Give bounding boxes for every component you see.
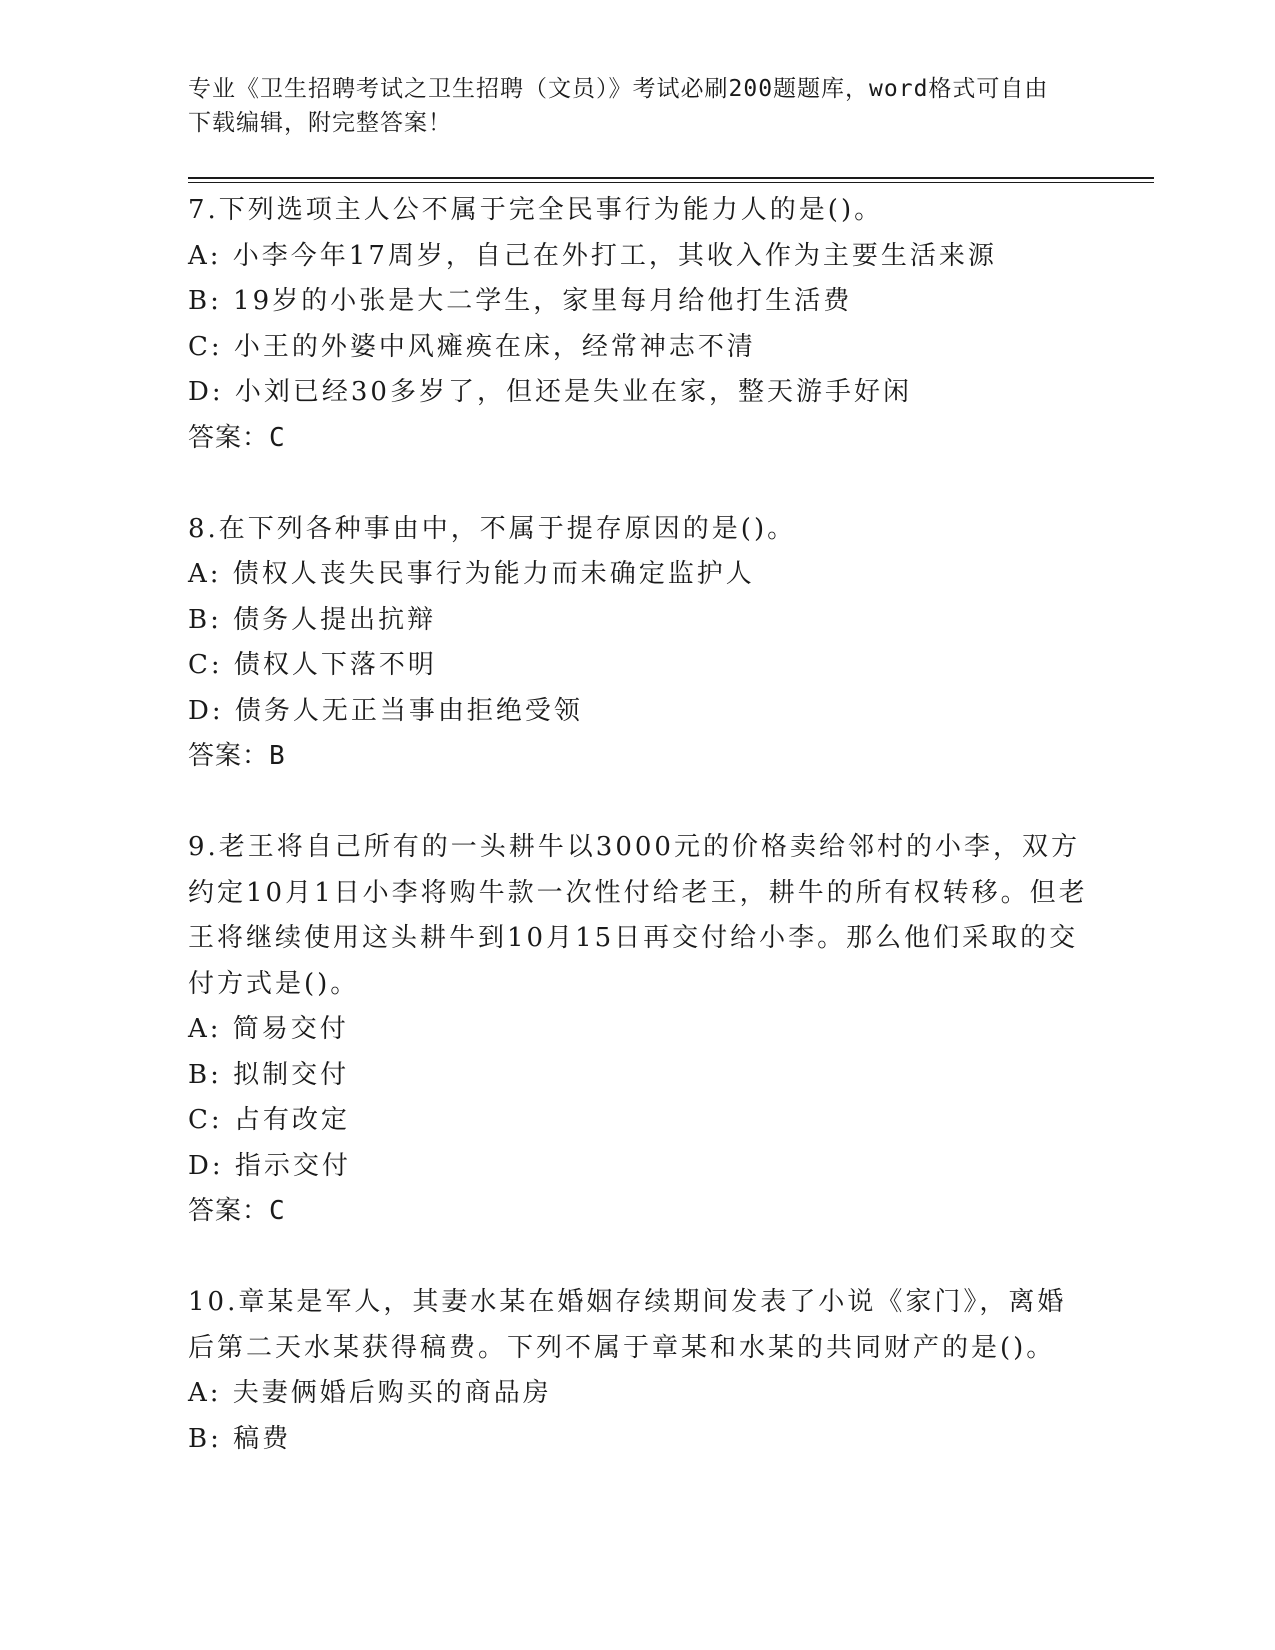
option-c: C: 占有改定 bbox=[188, 1105, 350, 1135]
option-a: A: 小李今年17周岁，自己在外打工，其收入作为主要生活来源 bbox=[188, 240, 997, 271]
question-stem: 8.在下列各种事由中，不属于提存原因的是()。 bbox=[188, 513, 797, 544]
option-b: B: 稿费 bbox=[188, 1423, 292, 1454]
option-c: C: 小王的外婆中风瘫痪在床，经常神志不清 bbox=[188, 331, 756, 362]
option-a: A: 债权人丧失民事行为能力而未确定监护人 bbox=[188, 559, 755, 589]
answer: 答案：B bbox=[188, 741, 286, 771]
question-stem: 10.章某是军人，其妻水某在婚姻存续期间发表了小说《家门》，离婚后第二天水某获得稿费。下列不属于章某和水某的共同财产的是()。 bbox=[188, 1287, 1067, 1363]
question-9 bbox=[188, 825, 1088, 1235]
option-a: A: 简易交付 bbox=[188, 1014, 349, 1044]
document-header: 专业《卫生招聘考试之卫生招聘（文员）》考试必刷200题题库，word格式可自由下载编辑，附完整答案！ bbox=[188, 76, 1049, 136]
answer: 答案：C bbox=[188, 422, 286, 453]
option-a: A: 夫妻俩婚后购买的商品房 bbox=[188, 1378, 552, 1408]
spacer bbox=[188, 1235, 1088, 1281]
question-stem: 9.老王将自己所有的一头耕牛以3000元的价格卖给邻村的小李，双方约定10月1日小李将购牛款一次性付给老王，耕牛的所有权转移。但老王将继续使用这头耕牛到10月15日再交付给小李。那么他们采取的交付方式是()。 bbox=[188, 832, 1088, 999]
header-divider-thin bbox=[188, 182, 1154, 183]
spacer bbox=[188, 461, 1088, 507]
answer: 答案：C bbox=[188, 1196, 286, 1226]
option-d: D: 小刘已经30多岁了，但还是失业在家，整天游手好闲 bbox=[188, 377, 912, 407]
option-d: D: 债务人无正当事由拒绝受领 bbox=[188, 695, 583, 726]
option-b: B: 债务人提出抗辩 bbox=[188, 604, 437, 635]
option-b: B: 拟制交付 bbox=[188, 1059, 350, 1090]
question-8 bbox=[188, 507, 1088, 780]
header-divider-thick bbox=[188, 177, 1154, 179]
question-10 bbox=[188, 1280, 1088, 1462]
spacer bbox=[188, 780, 1088, 826]
option-c: C: 债权人下落不明 bbox=[188, 650, 437, 680]
option-b: B: 19岁的小张是大二学生，家里每月给他打生活费 bbox=[188, 286, 853, 316]
question-stem: 7.下列选项主人公不属于完全民事行为能力人的是()。 bbox=[188, 195, 884, 225]
question-7 bbox=[188, 188, 1088, 461]
question-list bbox=[188, 188, 1088, 1462]
option-d: D: 指示交付 bbox=[188, 1150, 351, 1181]
